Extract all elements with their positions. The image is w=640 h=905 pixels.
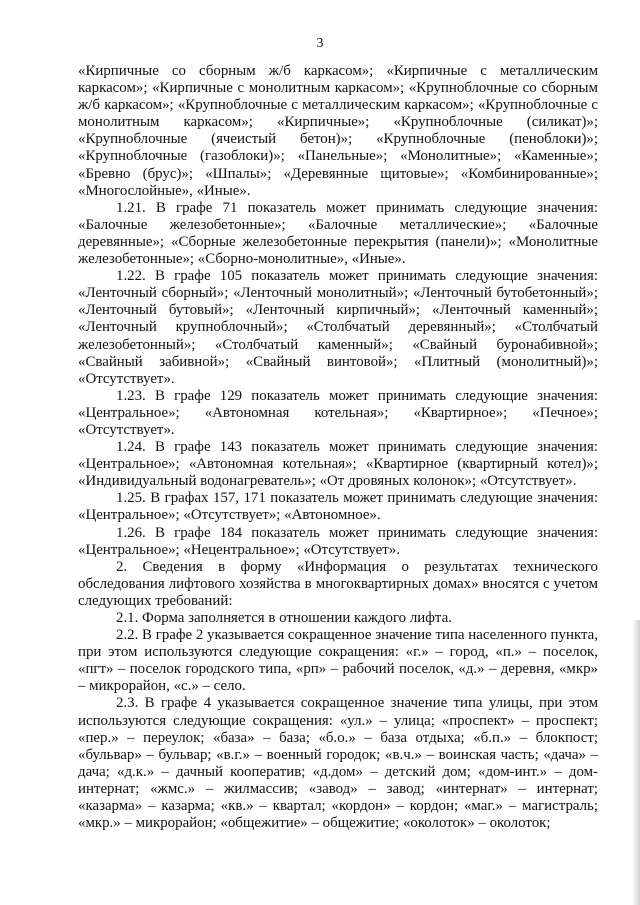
- paragraph-1-24: 1.24. В графе 143 показатель может принимать следующие значения: «Центральное»; «Автономная котельная»; «Квартирное (квартирный котел)»; «Индивидуальный водонагреватель»; «От дровяных колонок»; «Отсутствует».: [78, 439, 598, 490]
- paragraph-2-2: 2.2. В графе 2 указывается сокращенное значение типа населенного пункта, при этом используются следующие сокращения: «г.» – город, «п.» – поселок, «пгт» – поселок городского типа, «рп» – рабочий поселок, «д.» – деревня, «мкр» – микрорайон, «с.» – село.: [78, 627, 598, 695]
- paragraph-2: 2. Сведения в форму «Информация о результатах технического обследования лифтового хозяйства в многоквартирных домах» вносятся с учетом следующих требований:: [78, 558, 598, 609]
- paragraph-1-22: 1.22. В графе 105 показатель может принимать следующие значения: «Ленточный сборный»; «Ленточный монолитный»; «Ленточный бутобетонный»; «Ленточный бутовый»; «Ленточный кирпичный»; «Ленточный каменный»; «Ленточный крупноблочный»; «Столбчатый деревянный»; «Столбчатый железобетонный»; «Столбчатый каменный»; «Свайный буронабивной»; «Свайный забивной»; «Свайный винтовой»; «Плитный (монолитный)»; «Отсутствует».: [78, 268, 598, 387]
- page-number: 3: [316, 36, 324, 51]
- paragraph-2-1: 2.1. Форма заполняется в отношении каждого лифта.: [116, 610, 452, 626]
- document-body: [78, 63, 598, 832]
- paragraph-1-26: 1.26. В графе 184 показатель может принимать следующие значения: «Центральное»; «Нецентральное»; «Отсутствует».: [78, 524, 598, 558]
- paragraph-wall-materials: «Кирпичные со сборным ж/б каркасом»; «Кирпичные с металлическим каркасом»; «Кирпичные с монолитным каркасом»; «Крупноблочные со сборным ж/б каркасом»; «Крупноблочные с металлическим каркасом»; «Крупноблочные с монолитным каркасом»; «Кирпичные»; «Крупноблочные (силикат)»; «Крупноблочные (ячеистый бетон)»; «Крупноблочные (пеноблоки)»; «Крупноблочные (газоблоки)»; «Панельные»; «Монолитные»; «Каменные»; «Бревно (брус)»; «Шпалы»; «Деревянные щитовые»; «Комбинированные»; «Многослойные», «Иные».: [78, 63, 598, 199]
- paragraph-1-21: 1.21. В графе 71 показатель может принимать следующие значения: «Балочные железобетонные»; «Балочные металлические»; «Балочные деревянные»; «Сборные железобетонные перекрытия (панели)»; «Монолитные железобетонные»; «Сборно-монолитные», «Иные».: [78, 199, 598, 268]
- scan-edge-shadow: [632, 620, 640, 905]
- paragraph-1-25: 1.25. В графах 157, 171 показатель может принимать следующие значения: «Центральное»; «Отсутствует»; «Автономное».: [78, 490, 598, 524]
- paragraph-1-23: 1.23. В графе 129 показатель может принимать следующие значения: «Центральное»; «Автономная котельная»; «Квартирное»; «Печное»; «Отсутствует».: [78, 387, 598, 438]
- paragraph-2-3: 2.3. В графе 4 указывается сокращенное значение типа улицы, при этом используются следующие сокращения: «ул.» – улица; «проспект» – проспект; «пер.» – переулок; «база» – база; «б.о.» – база отдыха; «б.п.» – блокпост; «бульвар» – бульвар; «в.г.» – военный городок; «в.ч.» – воинская часть; «дача» – дача; «д.к.» – дачный кооператив; «д.дом» – детский дом; «дом-инт.» – дом-интернат; «жмс.» – жилмассив; «завод» – завод; «интернат» – интернат; «казарма» – казарма; «кв.» – квартал; «кордон» – кордон; «маг.» – магистраль; «мкр.» – микрорайон; «общежитие» – общежитие; «околоток» – околоток;: [78, 695, 598, 832]
